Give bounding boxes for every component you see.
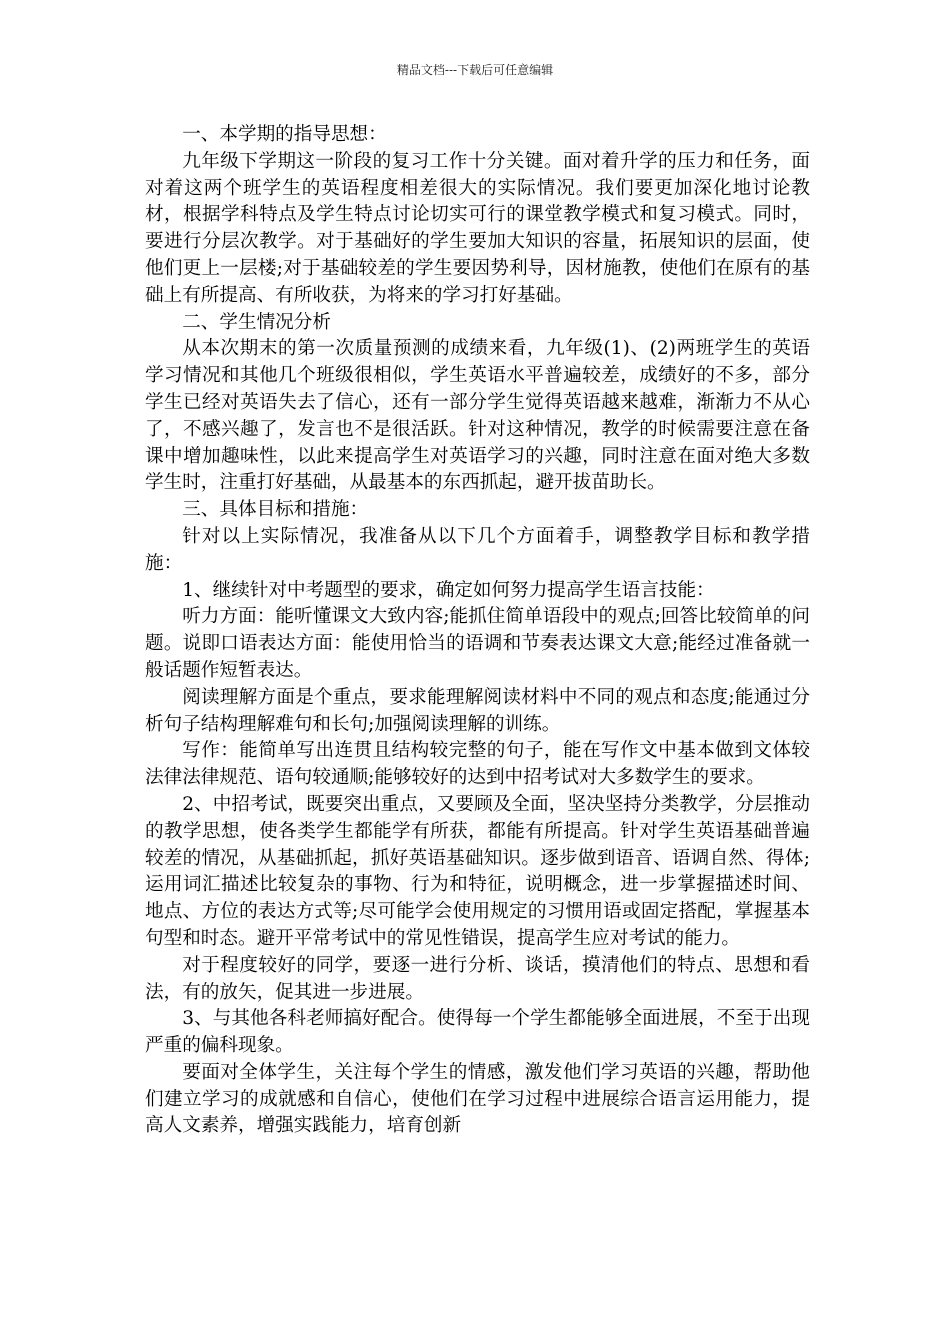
paragraph: 3、与其他各科老师搞好配合。使得每一个学生都能够全面进展，不至于出现严重的偏科现象。: [145, 1008, 810, 1057]
paragraph: 写作：能简单写出连贯且结构较完整的句子，能在写作文中基本做到文体较法律法律规范、语句较通顺;能够较好的达到中招考试对大多数学生的要求。: [145, 740, 810, 789]
paragraph: 从本次期末的第一次质量预测的成绩来看，九年级(1)、(2)两班学生的英语学习情况和其他几个班级很相似，学生英语水平普遍较差，成绩好的不多，部分学生已经对英语失去了信心，还有一部分学生觉得英语越来越难，渐渐力不从心了，不感兴趣了，发言也不是很活跃。针对这种情况，教学的时候需要注意在备课中增加趣味性，以此来提高学生对英语学习的兴趣，同时注意在面对绝大多数学生时，注重打好基础，从最基本的东西抓起，避开拔苗助长。: [145, 338, 810, 494]
paragraph: 要面对全体学生，关注每个学生的情感，激发他们学习英语的兴趣，帮助他们建立学习的成就感和自信心，使他们在学习过程中进展综合语言运用能力，提高人文素养，增强实践能力，培育创新: [145, 1061, 810, 1137]
heading-student-analysis: 二、学生情况分析: [182, 311, 331, 333]
paragraph: 阅读理解方面是个重点，要求能理解阅读材料中不同的观点和态度;能通过分析句子结构理解难句和长句;加强阅读理解的训练。: [145, 686, 810, 735]
document-body: [145, 122, 810, 1140]
paragraph: 针对以上实际情况，我准备从以下几个方面着手，调整教学目标和教学措施：: [145, 525, 810, 574]
paragraph: 1、继续针对中考题型的要求，确定如何努力提高学生语言技能：: [182, 579, 715, 601]
heading-goals-measures: 三、具体目标和措施：: [182, 499, 369, 521]
paragraph: 九年级下学期这一阶段的复习工作十分关键。面对着升学的压力和任务，面对着这两个班学生的英语程度相差很大的实际情况。我们要更加深化地讨论教材，根据学科特点及学生特点讨论切实可行的课堂教学模式和复习模式。同时，要进行分层次教学。对于基础好的学生要加大知识的容量，拓展知识的层面，使他们更上一层楼;对于基础较差的学生要因势利导，因材施教，使他们在原有的基础上有所提高、有所收获，为将来的学习打好基础。: [145, 150, 810, 306]
heading-guiding-thought: 一、本学期的指导思想：: [182, 124, 387, 145]
page-header: 精品文档---下载后可任意编辑: [396, 63, 554, 77]
paragraph: 听力方面：能听懂课文大致内容;能抓住简单语段中的观点;回答比较简单的问题。说即口语表达方面：能使用恰当的语调和节奏表达课文大意;能经过准备就一般话题作短暂表达。: [145, 606, 810, 681]
paragraph: 2、中招考试，既要突出重点，又要顾及全面，坚决坚持分类教学，分层推动的教学思想，使各类学生都能学有所获，都能有所提高。针对学生英语基础普遍较差的情况，从基础抓起，抓好英语基础知识。逐步做到语音、语调自然、得体;运用词汇描述比较复杂的事物、行为和特征，说明概念，进一步掌握描述时间、地点、方位的表达方式等;尽可能学会使用规定的习惯用语或固定搭配，掌握基本句型和时态。避开平常考试中的常见性错误，提高学生应对考试的能力。: [145, 793, 810, 949]
paragraph: 对于程度较好的同学，要逐一进行分析、谈话，摸清他们的特点、思想和看法，有的放矢，促其进一步进展。: [145, 954, 810, 1003]
